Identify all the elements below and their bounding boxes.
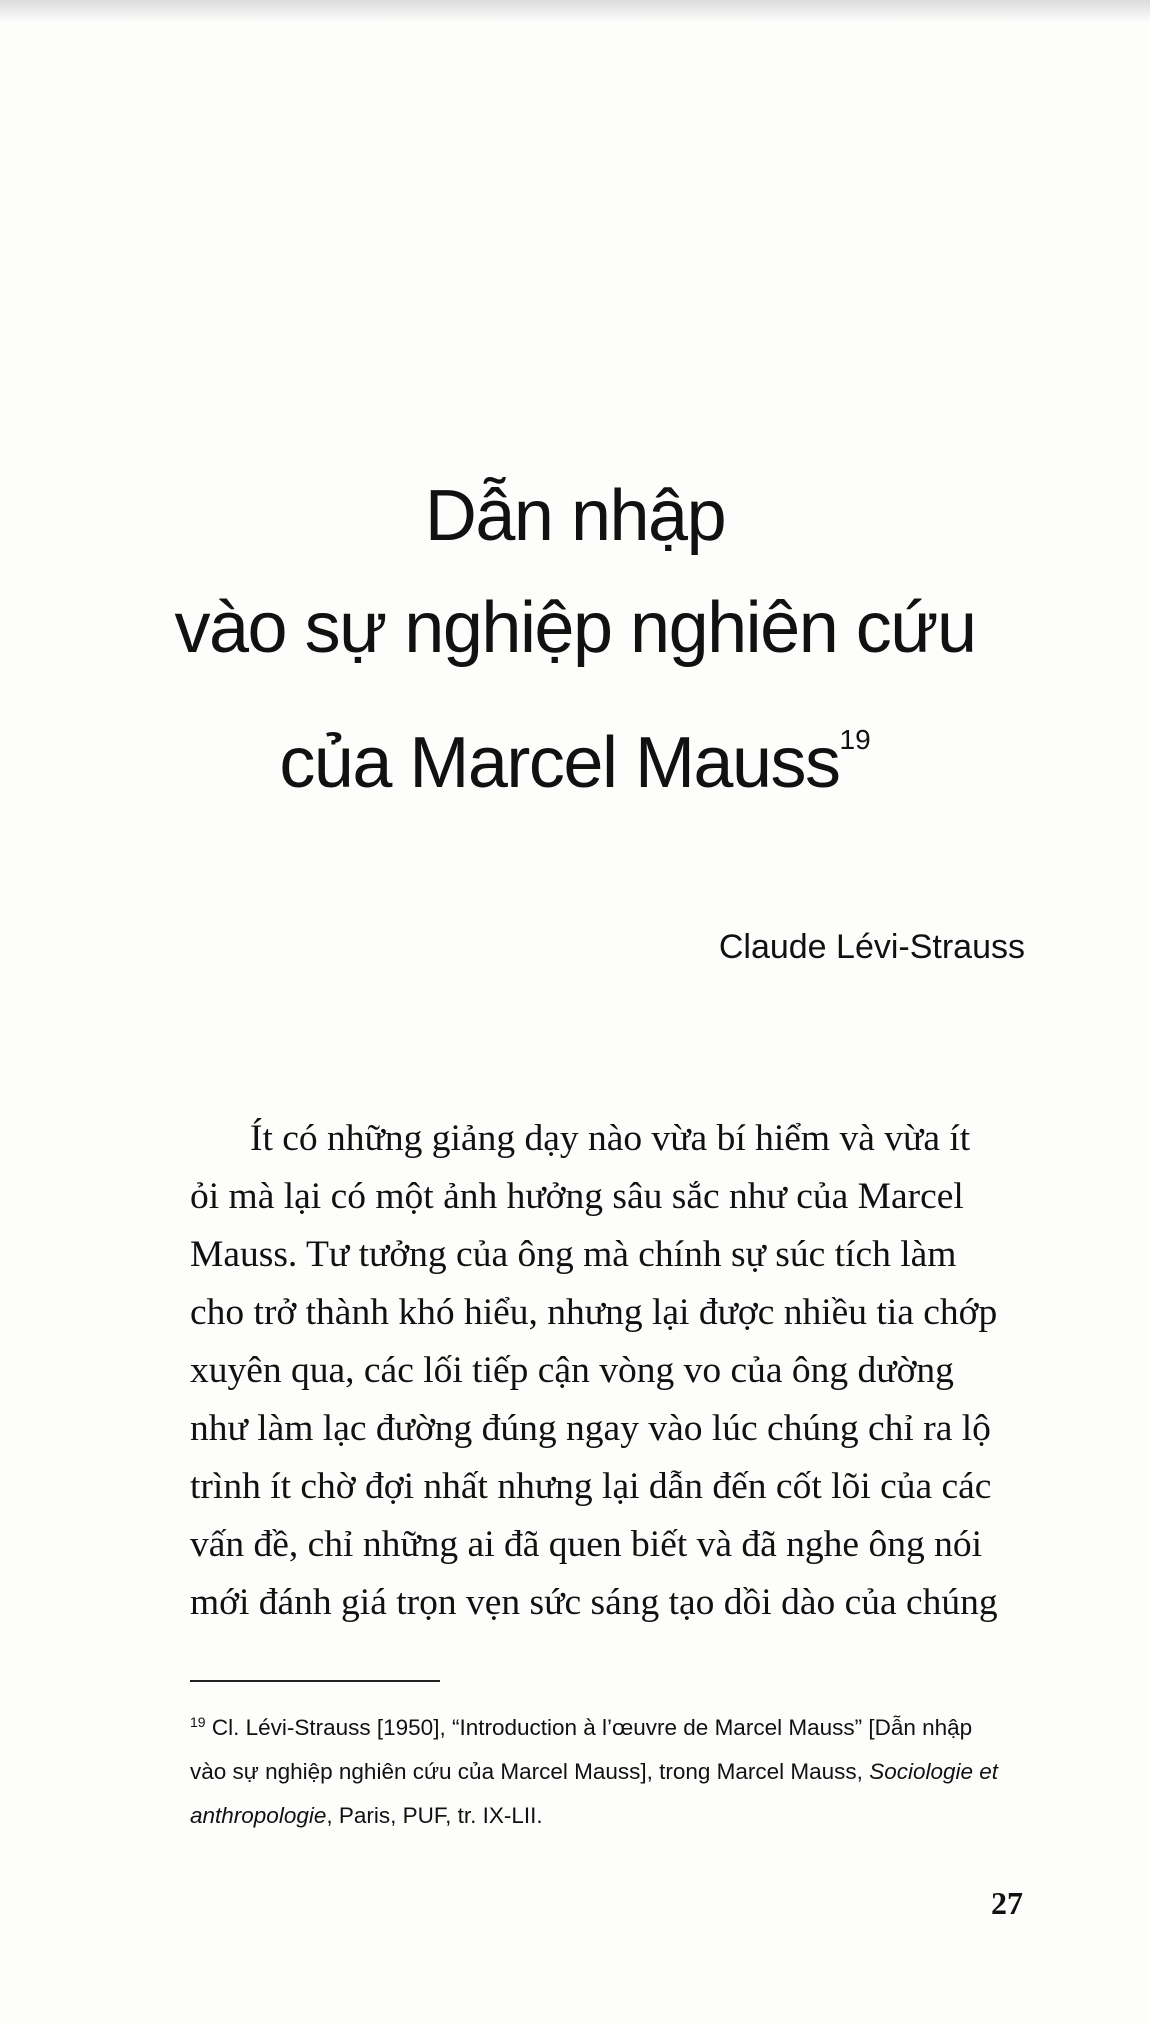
footnote-number: 19: [190, 1714, 206, 1730]
body-line: cho trở thành khó hiểu, nhưng lại được nhiều tia chớp: [190, 1292, 998, 1333]
footnote-book-title: Sociologie et: [869, 1759, 999, 1784]
chapter-title: [0, 460, 1150, 819]
chapter-title-line-1: Dẫn nhập: [424, 476, 726, 556]
body-line: xuyên qua, các lối tiếp cận vòng vo của ông dường: [190, 1350, 954, 1391]
body-line: ỏi mà lại có một ảnh hưởng sâu sắc như của Marcel: [190, 1176, 964, 1217]
footnote: [190, 1700, 1040, 1838]
footnote-book-title-cont: anthropologie: [190, 1803, 327, 1828]
footnote-line-2: [190, 1750, 1040, 1794]
footnote-line-1-text: Cl. Lévi-Strauss [1950], “Introduction à l’œuvre de Marcel Mauss” [Dẫn nhập: [211, 1715, 973, 1740]
footnote-line-3-text: , Paris, PUF, tr. IX-LII.: [326, 1803, 543, 1828]
page-number: 27: [991, 1885, 1023, 1921]
page-top-edge: [0, 0, 1150, 22]
footnote-divider: [190, 1680, 440, 1682]
chapter-title-line-3: [0, 684, 1150, 819]
body-line: trình ít chờ đợi nhất nhưng lại dẫn đến cốt lõi của các: [190, 1466, 992, 1507]
body-line: vấn đề, chỉ những ai đã quen biết và đã nghe ông nói: [190, 1524, 982, 1565]
body-line: mới đánh giá trọn vẹn sức sáng tạo dồi dào của chúng: [190, 1582, 998, 1623]
body-paragraph: [190, 1110, 1040, 1632]
body-line: Mauss. Tư tưởng của ông mà chính sự súc tích làm: [190, 1234, 957, 1275]
author-name: Claude Lévi-Strauss: [718, 928, 1025, 966]
chapter-title-line-3-text: của Marcel Mauss: [279, 723, 840, 803]
footnote-line-2-text: vào sự nghiệp nghiên cứu của Marcel Mauss], trong Marcel Mauss,: [190, 1759, 863, 1784]
footnote-line-1: [190, 1700, 1040, 1750]
chapter-title-line-2: vào sự nghiệp nghiên cứu: [174, 588, 976, 668]
footnote-line-3: [190, 1794, 1040, 1838]
footnote-ref: 19: [839, 724, 871, 755]
body-line: Ít có những giảng dạy nào vừa bí hiểm và vừa ít: [250, 1118, 971, 1159]
body-line: như làm lạc đường đúng ngay vào lúc chúng chỉ ra lộ: [190, 1408, 991, 1449]
